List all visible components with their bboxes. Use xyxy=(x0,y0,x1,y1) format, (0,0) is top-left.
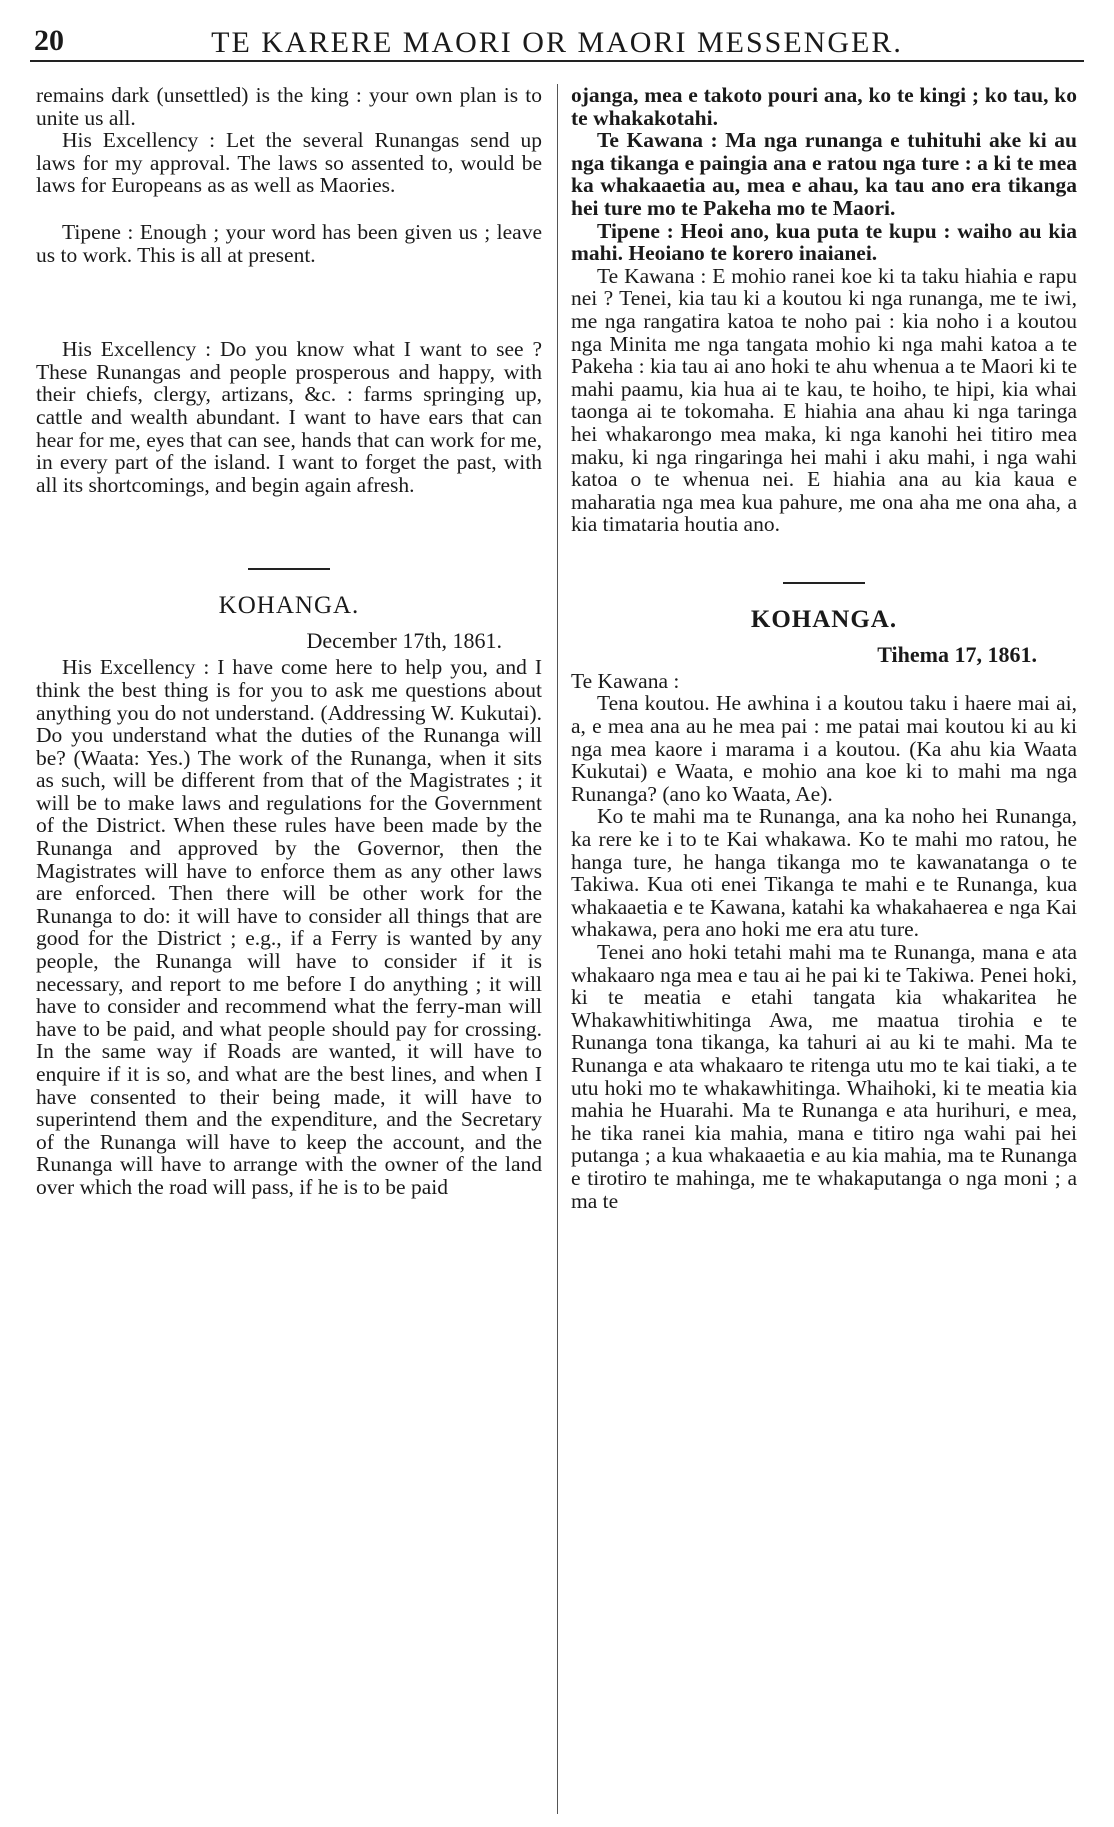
section-heading: KOHANGA. xyxy=(218,592,360,620)
column-divider xyxy=(557,84,558,1814)
dateline: Tihema 17, 1861. xyxy=(877,641,1037,667)
page-number: 20 xyxy=(34,24,64,57)
paragraph: Te Kawana : Ma nga runanga e tuhituhi ake ki au nga tikanga e paingia ana e ratou nga ture : a ki te mea ka whakaaetia au, mea e ahau, ka tau ano era tikanga hei ture mo te Pakeha mo te Maori. xyxy=(571,128,1077,220)
paragraph: ojanga, mea e takoto pouri ana, ko te kingi ; ko tau, ko te whakakotahi. xyxy=(571,83,1077,130)
paragraph: Tena koutou. He awhina i a koutou taku i haere mai ai, a, e mea ana au he mea pai : me patai mai koutou ki au ki nga mea kaore i marama i a koutou. (Ka ahu kia Waata Kukutai) e Waata, e mohio ana koe ki to mahi ma nga Runanga? (ano ko Waata, Ae). xyxy=(571,691,1077,806)
paragraph: His Excellency : I have come here to help you, and I think the best thing is for you to ask me questions about anything you do not understand. (Addressing W. Kukutai). Do you understand what the duties of the Runanga will be? (Waata: Yes.) The work of the Runanga, when it sits as such, will be different from that of the Magistrates ; it will be to make laws and regulations for the Government of the District. When these rules have been made by the Runanga and approved by the Governor, then the Magistrates will have to enforce them as any other laws are enforced. Then there will be other work for the Runanga to do: it will have to consider all things that are good for the District ; e.g., if a Ferry is wanted by any people, the Runanga will have to consider if it is necessary, and report to me before I do anything ; it will have to consider and recommend what the ferry-man will have to be paid, and what people should pay for crossing. In the same way if Roads are wanted, it will have to enquire if it is so, and what are the best lines, and when I have consented to their being made, it will have to superintend them and the expenditure, and the Secretary of the Runanga will have to keep the account, and the Runanga will have to arrange with the owner of the land over which the road will pass, if he is to be paid xyxy=(36,655,542,1199)
page-title: TE KARERE MAORI OR MAORI MESSENGER. xyxy=(211,26,903,59)
paragraph: remains dark (unsettled) is the king : your own plan is to unite us all. xyxy=(36,83,542,130)
speaker-label: Te Kawana : xyxy=(571,668,680,693)
dateline: December 17th, 1861. xyxy=(306,628,502,654)
paragraph: His Excellency : Let the several Runangas send up laws for my approval. The laws so assented to, would be laws for Europeans as as well as Maories. xyxy=(36,128,542,198)
maori-column xyxy=(571,84,1077,1212)
section-rule xyxy=(248,568,330,570)
paragraph: Tenei ano hoki tetahi mahi ma te Runanga, mana e ata whakaaro nga mea e tau ai he pai ki te Takiwa. Penei hoki, ki te meatia e etahi tangata kia whakaritea he Whakawhitiwhitinga Awa, me maatua tirohia e te Runanga tona tikanga, ka tahuri ai au ki te mahi. Ma te Runanga e ata whakaaro te ritenga utu mo te kai tiaki, a te utu hoki mo te whakawhitinga. Whaihoki, ki te meatia kia mahia he Huarahi. Ma te Runanga e ata hurihuri, e mea, he tika ranei kia mahia, mana e titiro nga wahi pai hei putanga ; a kua whakaaetia e au kia mahia, ma te Runanga e tirotiro te mahinga, me te whakaputanga o nga moni ; a ma te xyxy=(571,940,1077,1213)
paragraph: Te Kawana : E mohio ranei koe ki ta taku hiahia e rapu nei ? Tenei, kia tau ki a koutou ki nga runanga, me te iwi, me nga rangatira katoa te noho pai : kia noho i a koutou nga Minita me nga tangata mohio ki nga mahi katoa a te Pakeha : kia tau ai ano hoki te ahu whenua a te Maori ki te mahi paamu, kia hua ai te kau, te hoiho, te hipi, kia whai taonga ai te tokomaha. E hiahia ana ahau ki nga taringa hei whakarongo mea maka, ki nga kanohi hei titiro mea maku, ki nga ringaringa hei mahi i aku mahi, i nga wahi katoa o te whenua nei. E hiahia ana au kia kaua e maharatia nga mea kua pahure, me ona aha me ona aha, a kia timataria houtia ano. xyxy=(571,263,1077,537)
paragraph: His Excellency : Do you know what I want to see ? These Runangas and people prosperous and happy, with their chiefs, clergy, artizans, &c. : farms springing up, cattle and wealth abundant. I want to have ears that can hear for me, eyes that can see, hands that can work for me, in every part of the island. I want to forget the past, with all its shortcomings, and begin again afresh. xyxy=(36,337,542,497)
paragraph: Ko te mahi ma te Runanga, ana ka noho hei Runanga, ka rere ke i to te Kai whakawa. Ko te mahi mo ratou, he hanga ture, he hanga tikanga mo te kawanatanga o te Takiwa. Kua oti enei Tikanga te mahi e te Runanga, kua whakaaetia e te Kawana, katahi ka whakahaerea e nga Kai whakawa, pera ano hoki me era atu ture. xyxy=(571,804,1077,942)
paragraph: Tipene : Enough ; your word has been given us ; leave us to work. This is all at present. xyxy=(36,219,542,267)
section-rule xyxy=(783,582,865,584)
page-header xyxy=(30,18,1084,62)
paragraph: Tipene : Heoi ano, kua puta te kupu : waiho au kia mahi. Heoiano te korero inaianei. xyxy=(571,218,1077,266)
english-column xyxy=(36,84,542,1199)
section-heading: KOHANGA. xyxy=(750,605,898,633)
